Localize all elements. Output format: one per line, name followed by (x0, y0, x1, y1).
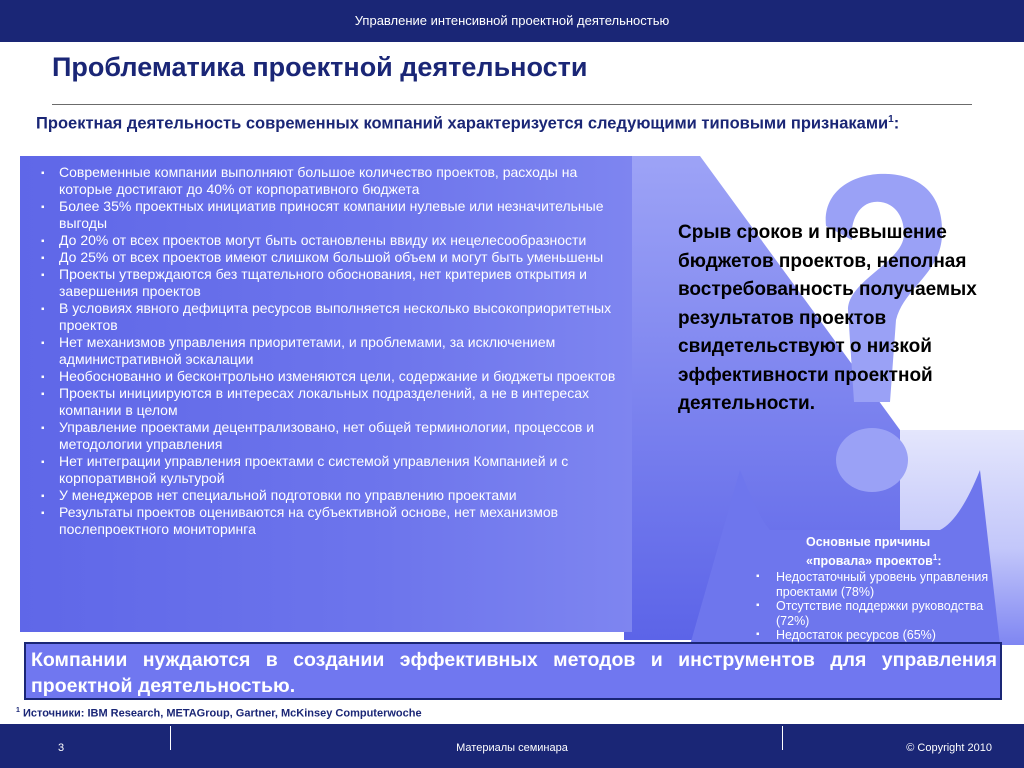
list-item (40, 419, 624, 453)
reasons-title-suffix: : (937, 554, 942, 569)
bullet-marker: ▪ (41, 202, 45, 213)
list-item (40, 334, 624, 368)
source-text: Источники: IBM Research, METAGroup, Gartner, McKinsey Computerwoche (19, 707, 422, 720)
bullet-marker: ▪ (756, 600, 760, 611)
bullet-marker: ▪ (756, 571, 760, 582)
list-item-text: Необоснованно и бесконтрольно изменяются цели, содержание и бюджеты проектов (59, 368, 616, 384)
list-item-text: Более 35% проектных инициатив приносят компании нулевые или незначительные выгоды (59, 198, 604, 231)
callout-text: Срыв сроков и превышение бюджетов проектов, неполная востребованность получаемых результатов проектов свидетельствуют о низкой эффективности проектной деятельности. (678, 222, 977, 414)
list-item-text: Недостаток ресурсов (65%) (776, 628, 936, 642)
list-item (756, 570, 996, 599)
list-item (40, 385, 624, 419)
list-item (40, 164, 624, 198)
list-item-text: Недостаточный уровень управления проектами (78%) (776, 570, 989, 599)
list-item (40, 487, 624, 504)
list-item (40, 300, 624, 334)
copyright-text: © Copyright 2010 (906, 742, 992, 754)
intro-text-body: Проектная деятельность современных компаний характеризуется следующими типовыми признаками (36, 114, 889, 133)
list-item-text: Нет интеграции управления проектами с системой управления Компанией и с корпоративной культурой (59, 453, 569, 486)
reasons-title-line2: «провала» проектов (806, 554, 933, 569)
bullet-marker: ▪ (41, 304, 45, 315)
list-item (40, 266, 624, 300)
list-item (756, 599, 996, 628)
list-item (40, 504, 624, 538)
list-item (40, 198, 624, 232)
list-item (40, 249, 624, 266)
bullet-marker: ▪ (41, 338, 45, 349)
list-item (40, 232, 624, 249)
footer-center-text: Материалы семинара (456, 742, 568, 754)
bullet-marker: ▪ (41, 253, 45, 264)
bullet-marker: ▪ (41, 270, 45, 281)
list-item (40, 368, 624, 385)
source-footnote-mark: 1 (16, 707, 20, 714)
bullet-marker: ▪ (41, 236, 45, 247)
list-item-text: Проекты утверждаются без тщательного обоснования, нет критериев открытия и завершения проектов (59, 266, 587, 299)
course-title: Управление интенсивной проектной деятельностью (354, 13, 670, 28)
footer-bar (0, 724, 1024, 768)
list-item-text: В условиях явного дефицита ресурсов выполняется несколько высокоприоритетных проектов (59, 300, 612, 333)
list-item-text: До 20% от всех проектов могут быть остановлены ввиду их нецелесообразности (59, 232, 587, 248)
page-title: Проблематика проектной деятельности (52, 52, 588, 82)
bullet-marker: ▪ (41, 457, 45, 468)
list-item-text: До 25% от всех проектов имеют слишком большой объем и могут быть уменьшены (59, 249, 604, 265)
bullet-marker: ▪ (41, 168, 45, 179)
reasons-title-line1: Основные причины (806, 535, 931, 549)
list-item-text: Современные компании выполняют большое количество проектов, расходы на которые достигают до 40% от корпоративного бюджета (59, 164, 578, 197)
bullet-marker: ▪ (41, 389, 45, 400)
list-item (756, 628, 996, 643)
characteristics-list (40, 164, 624, 538)
list-item-text: Отсутствие поддержки руководства (72%) (776, 599, 984, 628)
bullet-marker: ▪ (41, 423, 45, 434)
reasons-footnote-mark: 1 (932, 553, 938, 562)
reasons-title (806, 534, 982, 569)
bullet-marker: ▪ (41, 372, 45, 383)
list-item-text: Проекты инициируются в интересах локальных подразделений, а не в интересах компании в целом (59, 385, 590, 418)
failure-reasons-list (756, 570, 996, 643)
bullet-marker: ▪ (41, 491, 45, 502)
conclusion-text: Компании нуждаются в создании эффективных методов и инструментов для управления проектной деятельностью. (31, 649, 997, 697)
list-item (40, 453, 624, 487)
list-item-text: Управление проектами децентрализовано, нет общей терминологии, процессов и методологии управления (59, 419, 595, 452)
list-item-text: У менеджеров нет специальной подготовки по управлению проектами (59, 487, 517, 503)
intro-footnote-mark: 1 (888, 114, 894, 125)
bullet-marker: ▪ (756, 629, 760, 640)
list-item-text: Результаты проектов оцениваются на субъективной основе, нет механизмов послепроектного мониторинга (59, 504, 559, 537)
intro-suffix: : (893, 114, 900, 133)
page-number: 3 (58, 742, 65, 754)
source-footnote (16, 707, 422, 720)
bullet-marker: ▪ (41, 508, 45, 519)
conclusion-banner (24, 642, 1002, 700)
list-item-text: Нет механизмов управления приоритетами, и проблемами, за исключением административной эскалации (59, 334, 556, 367)
